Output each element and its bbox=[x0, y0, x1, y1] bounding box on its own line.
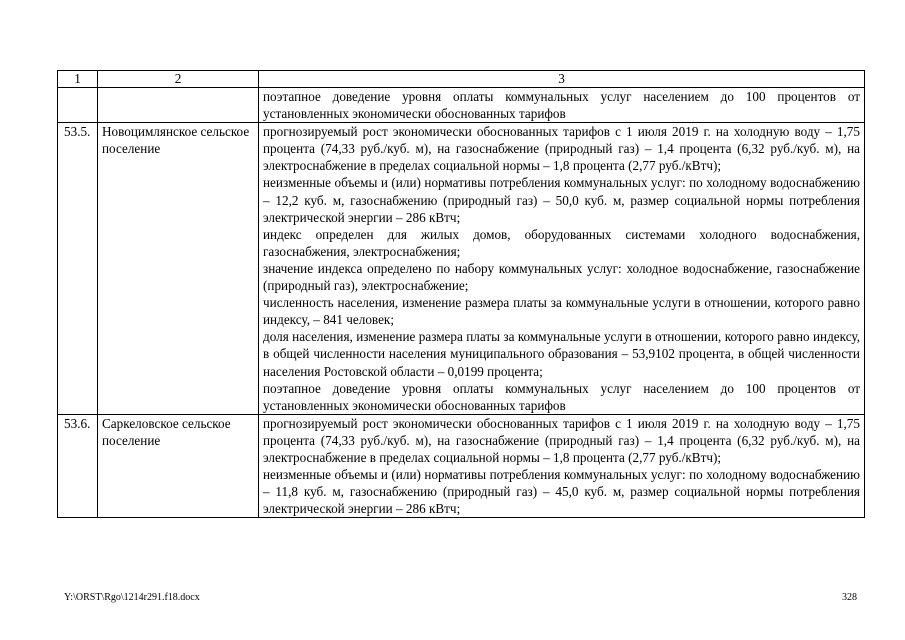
row-number: 53.6. bbox=[58, 414, 98, 518]
description-paragraph: неизменные объемы и (или) нормативы потребления коммунальных услуг: по холодному водоснабжению – 12,2 куб. м, газоснабжению (природный газ) – 50,0 куб. м, размер социальной нормы потребления электрической энергии – 286 кВтч; bbox=[263, 175, 860, 225]
description-paragraph: неизменные объемы и (или) нормативы потребления коммунальных услуг: по холодному водоснабжению – 11,8 куб. м, газоснабжению (природный газ) – 45,0 куб. м, размер социальной нормы потребления электрической энергии – 286 кВтч; bbox=[263, 467, 860, 517]
description-paragraph: значение индекса определено по набору коммунальных услуг: холодное водоснабжение, газоснабжение (природный газ), электроснабжение; bbox=[263, 260, 860, 294]
table-row bbox=[58, 414, 865, 518]
row-description bbox=[259, 414, 865, 518]
description-paragraph: прогнозируемый рост экономически обоснованных тарифов с 1 июля 2019 г. на холодную воду – 1,75 процента (74,33 руб./куб. м), на газоснабжение (природный газ) – 1,4 процента (6,32 руб./куб. м), на электроснабжение в пределах социальной нормы – 1,8 процента (2,77 руб./кВтч); bbox=[263, 124, 860, 174]
settlement-name: Новоцимлянское сельское поселение bbox=[98, 123, 259, 415]
description-paragraph: доля населения, изменение размера платы за коммунальные услуги в отношении, которого равно индексу, в общей численности населения муниципального образования – 53,9102 процента, в общей численности населения Ростовской области – 0,0199 процента; bbox=[263, 329, 860, 379]
row-number bbox=[58, 88, 98, 123]
table-row bbox=[58, 123, 865, 415]
footer-page-number: 328 bbox=[842, 592, 857, 603]
description-paragraph: численность населения, изменение размера платы за коммунальные услуги в отношении, которого равно индексу, – 841 человек; bbox=[263, 295, 860, 328]
tariff-table bbox=[57, 70, 865, 518]
header-cell-2: 2 bbox=[98, 71, 259, 88]
header-cell-3: 3 bbox=[259, 71, 865, 88]
description-paragraph: индекс определен для жилых домов, оборудованных системами холодного водоснабжения, газоснабжения, электроснабжения; bbox=[263, 226, 860, 259]
table-header-row bbox=[58, 71, 865, 88]
row-description bbox=[259, 88, 865, 123]
settlement-name: Саркеловское сельское поселение bbox=[98, 414, 259, 518]
footer-file-path: Y:\ORST\Rgo\1214r291.f18.docx bbox=[64, 592, 200, 603]
description-paragraph: поэтапное доведение уровня оплаты коммунальных услуг населением до 100 процентов от установленных экономически обоснованных тарифов bbox=[263, 89, 860, 122]
description-paragraph: поэтапное доведение уровня оплаты коммунальных услуг населением до 100 процентов от установленных экономически обоснованных тарифов bbox=[263, 380, 860, 413]
table-row-continuation bbox=[58, 88, 865, 123]
row-number: 53.5. bbox=[58, 123, 98, 415]
description-paragraph: прогнозируемый рост экономически обоснованных тарифов с 1 июля 2019 г. на холодную воду – 1,75 процента (74,33 руб./куб. м), на газоснабжение (природный газ) – 1,4 процента (6,32 руб./куб. м), на электроснабжение в пределах социальной нормы – 1,8 процента (2,77 руб./кВтч); bbox=[263, 415, 860, 465]
header-cell-1: 1 bbox=[58, 71, 98, 88]
settlement-name bbox=[98, 88, 259, 123]
row-description bbox=[259, 123, 865, 415]
